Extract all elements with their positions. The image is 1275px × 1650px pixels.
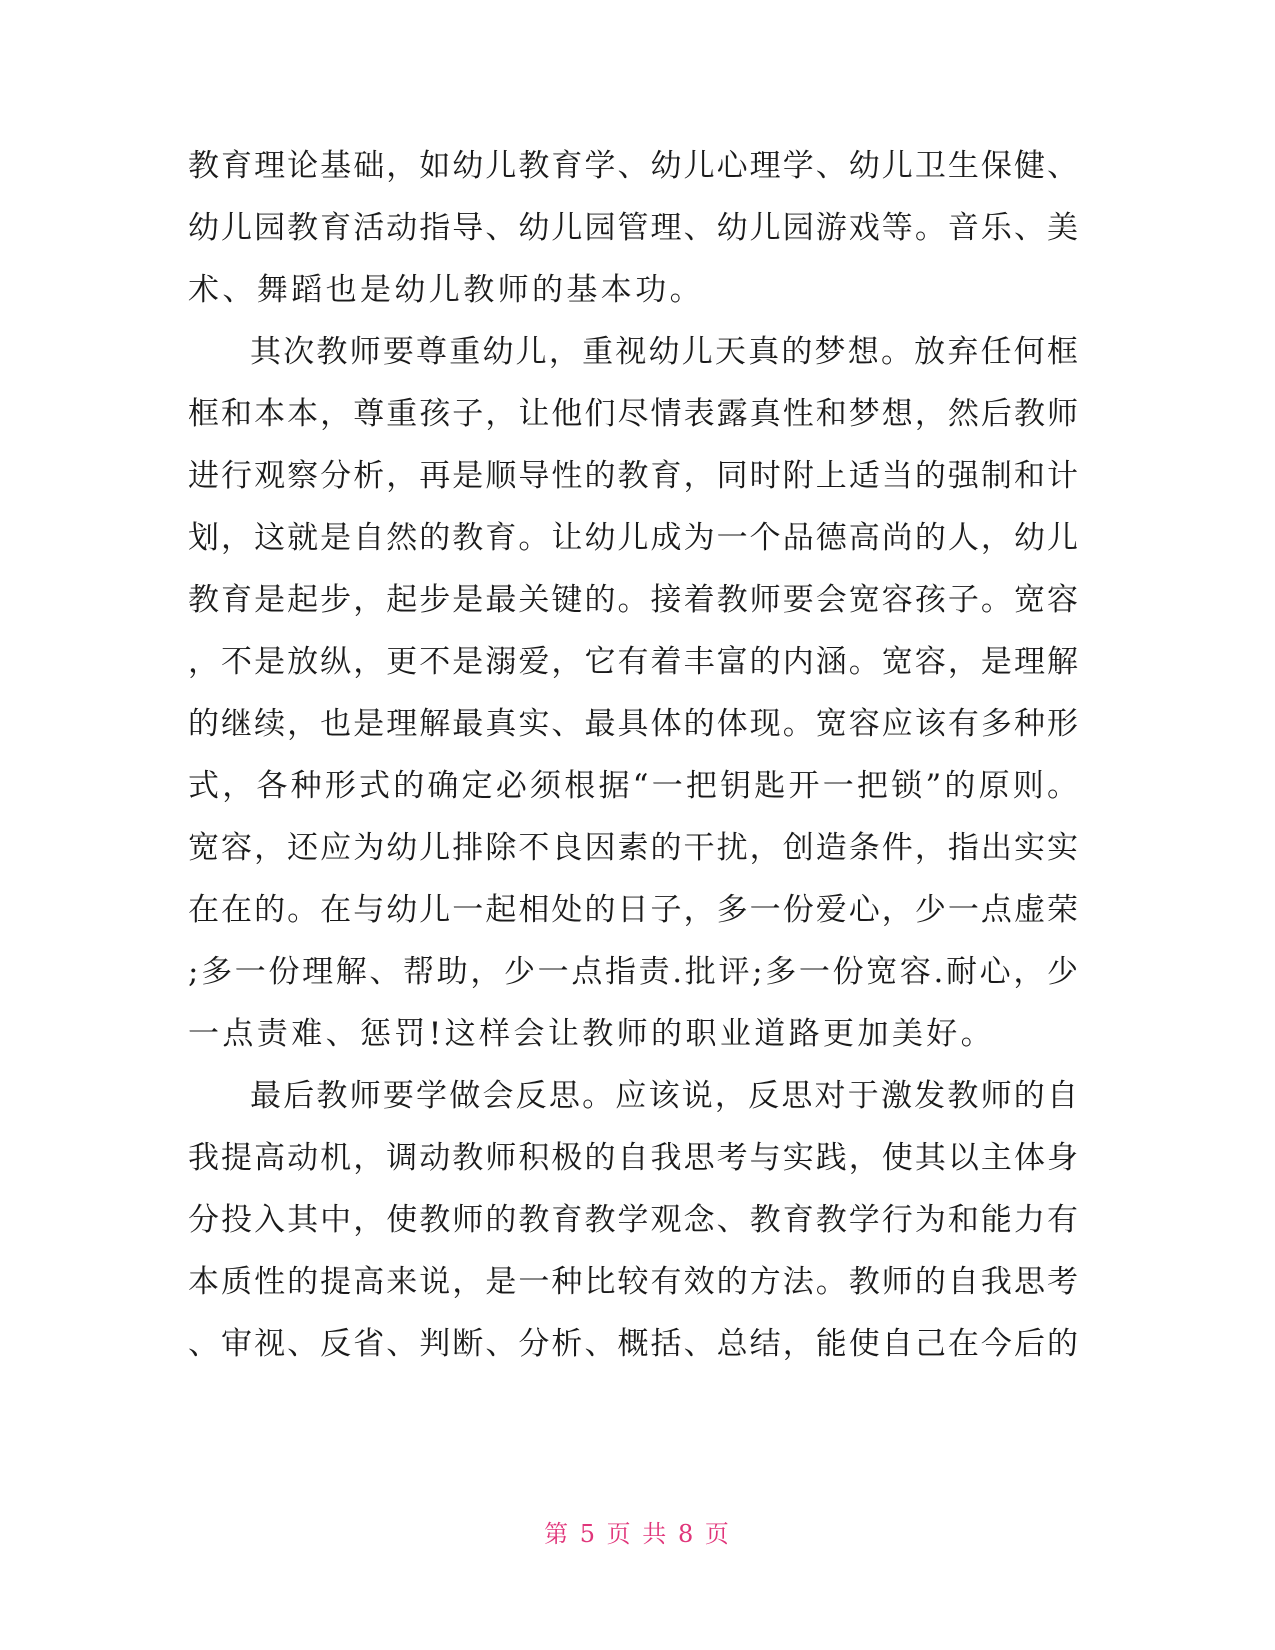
text-line: 幼儿园教育活动指导、幼儿园管理、幼儿园游戏等。音乐、美 (188, 210, 1078, 246)
text-line: 宽容，还应为幼儿排除不良因素的干扰，创造条件，指出实实 (188, 830, 1078, 866)
text-line: 我提高动机，调动教师积极的自我思考与实践，使其以主体身 (188, 1140, 1078, 1176)
text-line: 框和本本，尊重孩子，让他们尽情表露真性和梦想，然后教师 (188, 396, 1078, 432)
text-line: ;多一份理解、帮助，少一点指责.批评;多一份宽容.耐心，少 (188, 954, 1078, 990)
text-line: ，不是放纵，更不是溺爱，它有着丰富的内涵。宽容，是理解 (188, 644, 1078, 680)
text-line: 教育理论基础，如幼儿教育学、幼儿心理学、幼儿卫生保健、 (188, 148, 1078, 184)
text-line: 的继续，也是理解最真实、最具体的体现。宽容应该有多种形 (188, 706, 1078, 742)
text-line: 最后教师要学做会反思。应该说，反思对于激发教师的自 (250, 1078, 1078, 1114)
text-line: 一点责难、惩罚!这样会让教师的职业道路更加美好。 (188, 1016, 996, 1052)
text-line: 在在的。在与幼儿一起相处的日子，多一份爱心，少一点虚荣 (188, 892, 1078, 928)
text-line: 划，这就是自然的教育。让幼儿成为一个品德高尚的人，幼儿 (188, 520, 1078, 556)
text-line: 进行观察分析，再是顺导性的教育，同时附上适当的强制和计 (188, 458, 1078, 494)
text-line: 式，各种形式的确定必须根据“一把钥匙开一把锁”的原则。 (188, 768, 1078, 804)
page-number-footer: 第 5 页 共 8 页 (544, 1520, 731, 1548)
text-line: 教育是起步，起步是最关键的。接着教师要会宽容孩子。宽容 (188, 582, 1078, 618)
text-line: 术、舞蹈也是幼儿教师的基本功。 (188, 272, 704, 308)
text-line: 其次教师要尊重幼儿，重视幼儿天真的梦想。放弃任何框 (250, 334, 1078, 370)
text-line: 本质性的提高来说，是一种比较有效的方法。教师的自我思考 (188, 1264, 1078, 1300)
text-line: 分投入其中，使教师的教育教学观念、教育教学行为和能力有 (188, 1202, 1078, 1238)
text-line: 、审视、反省、判断、分析、概括、总结，能使自己在今后的 (188, 1326, 1078, 1362)
